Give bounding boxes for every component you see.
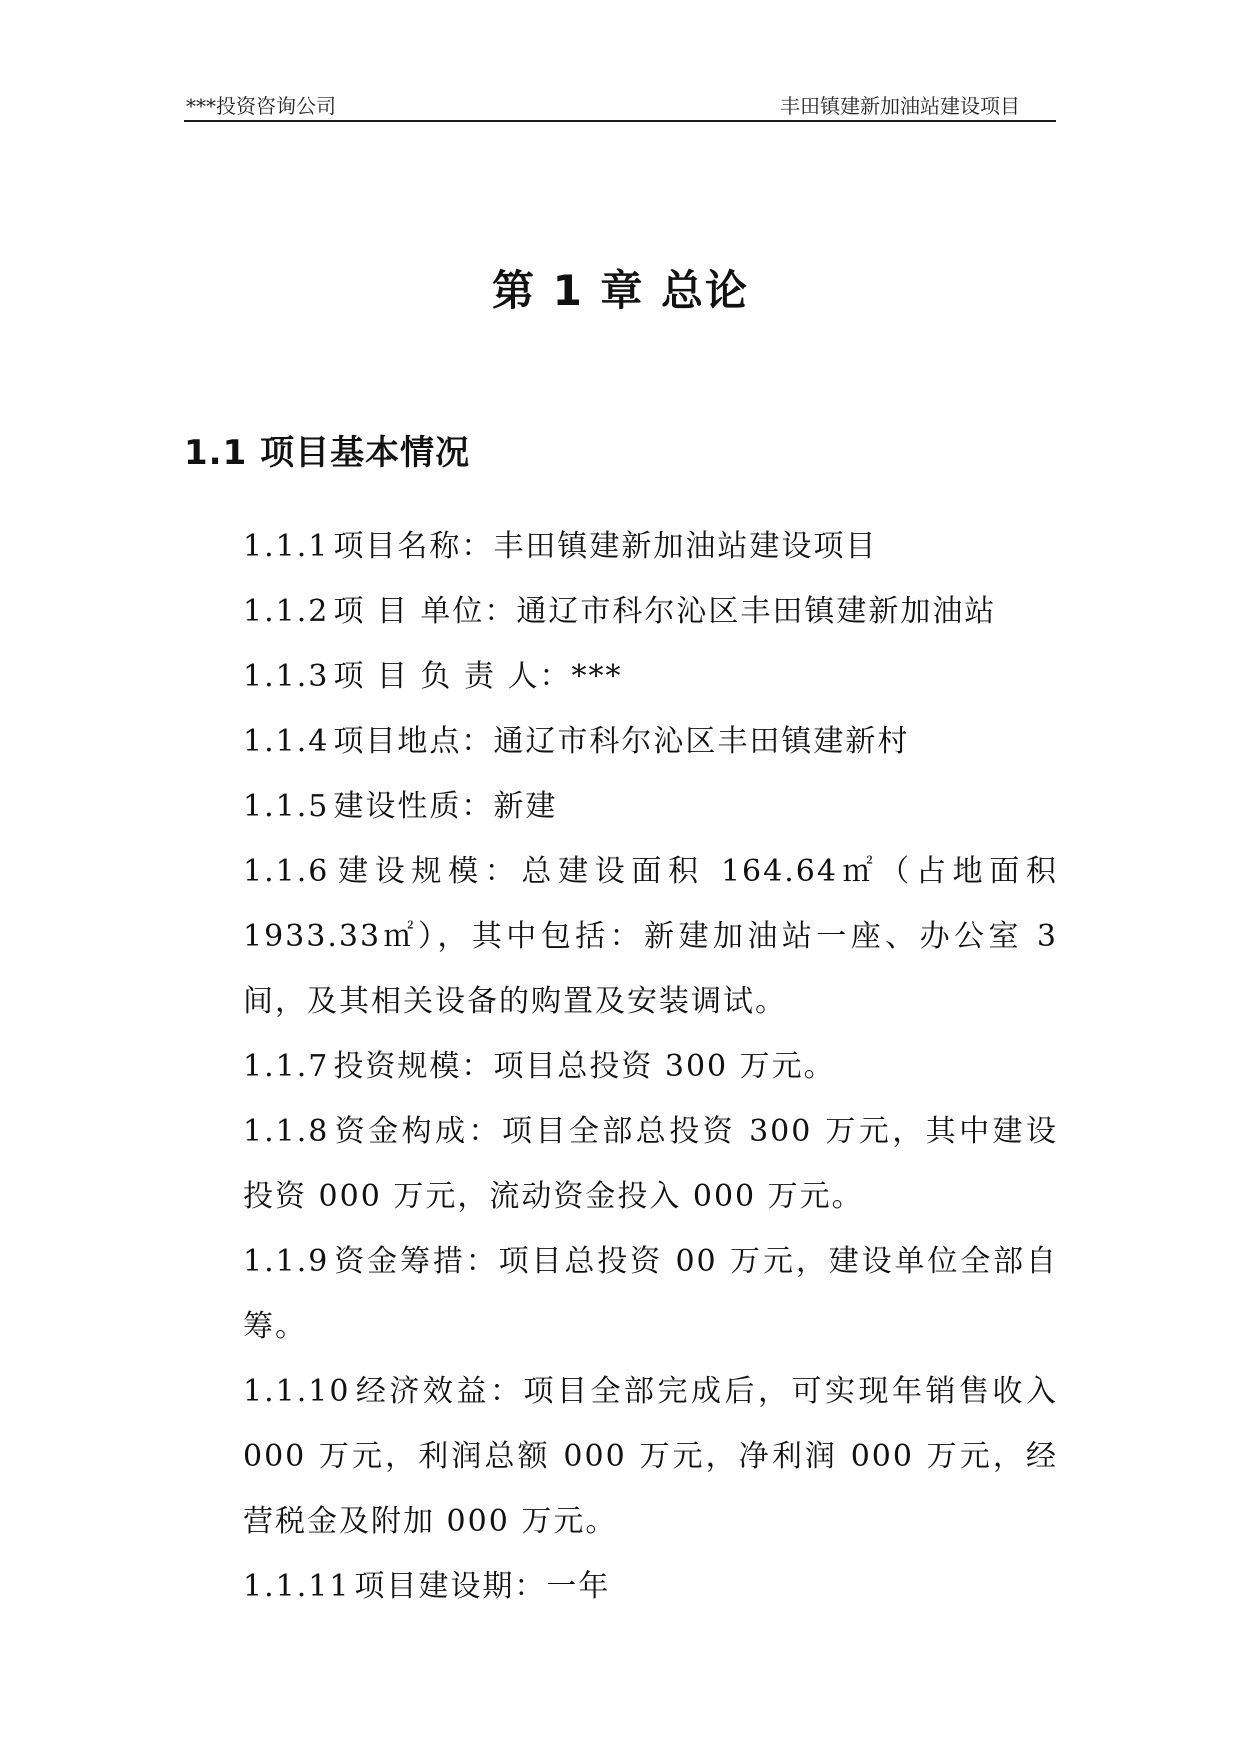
section-title: 1.1 项目基本情况 (184, 433, 471, 473)
item-list (243, 514, 1058, 1619)
list-item (243, 1099, 1058, 1229)
item-number: 1.1.7 (243, 1049, 330, 1084)
item-text: 项 目 单位：通辽市科尔沁区丰田镇建新加油站 (333, 594, 997, 629)
item-text: 项 目 负 责 人：*** (333, 659, 623, 694)
item-number: 1.1.2 (243, 594, 330, 629)
item-text: 投资规模：项目总投资 300 万元。 (333, 1049, 836, 1084)
item-text: 建设性质：新建 (333, 789, 558, 824)
chapter-title: 第 1 章 总论 (491, 266, 750, 315)
item-number: 1.1.6 (243, 854, 330, 889)
list-item (243, 839, 1058, 1034)
item-text: 项目建设期：一年 (354, 1569, 611, 1604)
item-number: 1.1.5 (243, 789, 330, 824)
item-text: 资金构成：项目全部总投资 300 万元，其中建设投资 000 万元，流动资金投入 000 万元。 (243, 1114, 1058, 1214)
item-number: 1.1.3 (243, 659, 330, 694)
list-item (243, 1034, 1058, 1099)
item-number: 1.1.11 (243, 1569, 351, 1604)
item-number: 1.1.4 (243, 724, 330, 759)
item-number: 1.1.10 (243, 1374, 351, 1409)
list-item (243, 1229, 1058, 1359)
item-text: 资金筹措：项目总投资 00 万元，建设单位全部自筹。 (243, 1244, 1058, 1344)
list-item (243, 644, 1058, 709)
list-item (243, 774, 1058, 839)
item-text: 项目名称：丰田镇建新加油站建设项目 (333, 529, 878, 564)
list-item (243, 1554, 1058, 1619)
item-number: 1.1.1 (243, 529, 330, 564)
item-text: 经济效益：项目全部完成后，可实现年销售收入 000 万元，利润总额 000 万元，净利润 000 万元，经营税金及附加 000 万元。 (243, 1374, 1058, 1539)
list-item (243, 709, 1058, 774)
header-project: 丰田镇建新加油站建设项目 (780, 94, 1020, 118)
page-header (184, 86, 1056, 122)
item-text: 建设规模：总建设面积 164.64㎡（占地面积 1933.33㎡），其中包括：新建加油站一座、办公室 3 间，及其相关设备的购置及安装调试。 (243, 854, 1058, 1019)
list-item (243, 579, 1058, 644)
item-text: 项目地点：通辽市科尔沁区丰田镇建新村 (333, 724, 910, 759)
list-item (243, 514, 1058, 579)
item-number: 1.1.9 (243, 1244, 330, 1279)
list-item (243, 1359, 1058, 1554)
header-company: ***投资咨询公司 (186, 94, 336, 118)
item-number: 1.1.8 (243, 1114, 330, 1149)
